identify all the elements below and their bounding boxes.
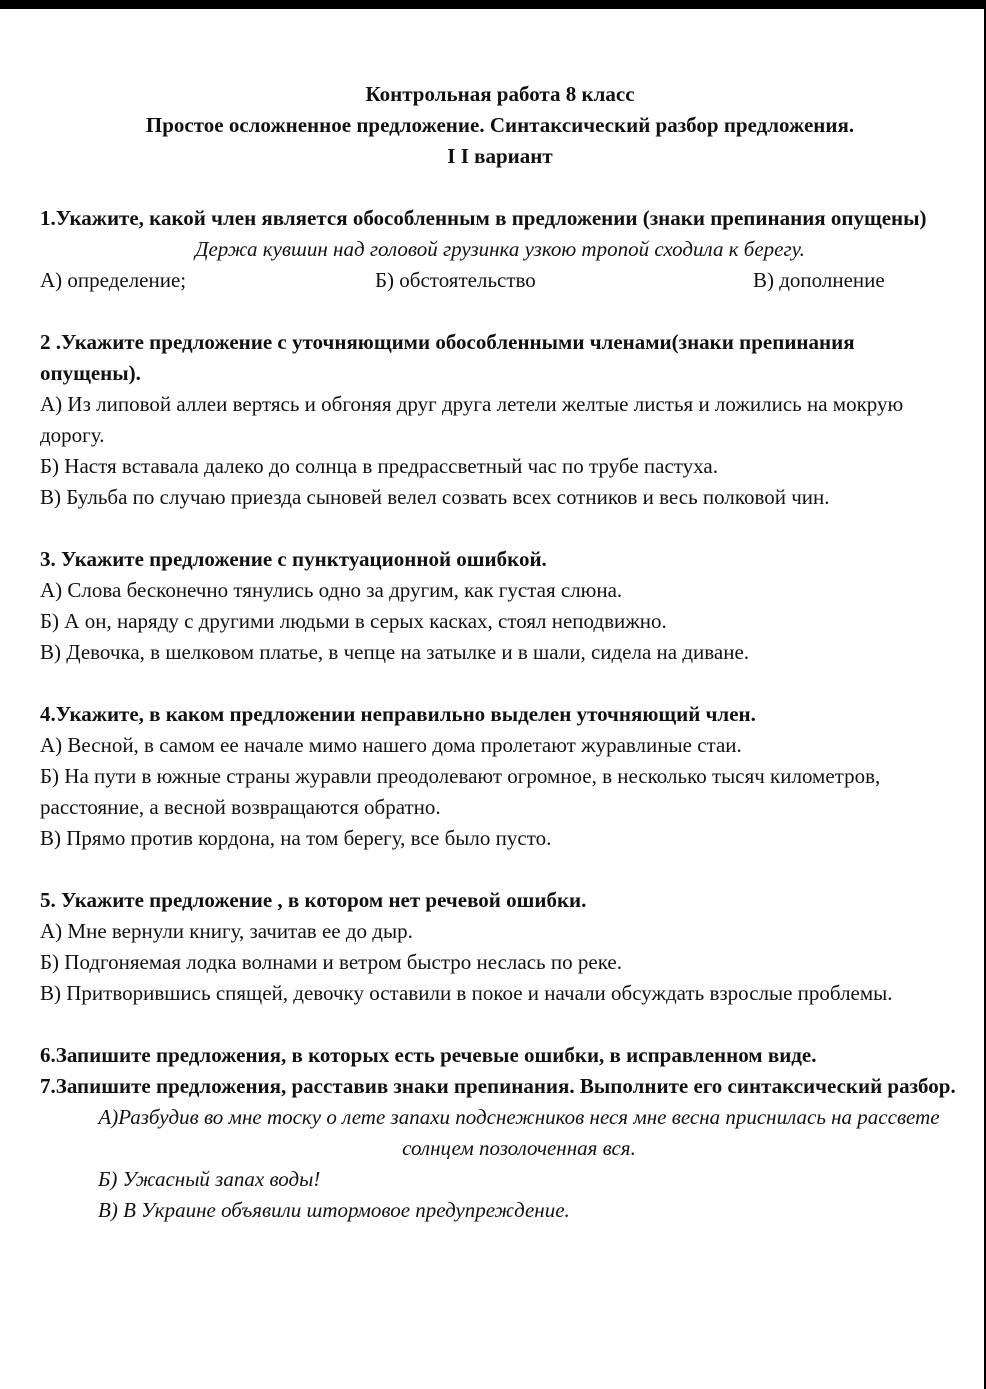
- question-text: 7.Запишите предложения, расставив знаки препинания. Выполните его синтаксический разбор.: [40, 1074, 956, 1098]
- question-text: 4.Укажите, в каком предложении неправильно выделен уточняющий член.: [40, 702, 756, 726]
- example-sentence: Держа кувшин над головой грузинка узкою тропой сходила к берегу.: [195, 237, 805, 261]
- option-b: Б) На пути в южные страны журавли преодолевают огромное, в несколько тысяч километров, расстояние, а весной возвращаются обратно.: [40, 764, 881, 819]
- question-3: [40, 544, 960, 668]
- question-text: 3. Укажите предложение с пунктуационной ошибкой.: [40, 547, 547, 571]
- question-1: [40, 203, 960, 296]
- question-2: [40, 327, 960, 513]
- question-text: 1.Укажите, какой член является обособленным в предложении (знаки препинания опущены): [40, 206, 927, 230]
- document-page: [40, 79, 960, 1226]
- option-b: Б) Ужасный запах воды!: [98, 1167, 321, 1191]
- doc-subtitle: Простое осложненное предложение. Синтаксический разбор предложения.: [145, 113, 855, 137]
- option-c: В) Девочка, в шелковом платье, в чепце на затылке и в шали, сидела на диване.: [40, 640, 750, 664]
- question-text: 5. Укажите предложение , в котором нет речевой ошибки.: [40, 888, 587, 912]
- header: [40, 79, 960, 172]
- question-6: [40, 1040, 960, 1071]
- option-a: А) Слова бесконечно тянулись одно за другим, как густая слюна.: [40, 578, 623, 602]
- question-4: [40, 699, 960, 854]
- option-a: А) Мне вернули книгу, зачитав ее до дыр.: [40, 919, 413, 943]
- top-border: [0, 0, 986, 9]
- option-c: В) Притворившись спящей, девочку оставили в покое и начали обсуждать взрослые проблемы.: [40, 981, 893, 1005]
- option-a: А) определение;: [40, 268, 187, 292]
- option-a: А)Разбудив во мне тоску о лете запахи подснежников неся мне весна приснилась на рассвете солнцем позолоченная вся.: [98, 1105, 940, 1160]
- question-text: 6.Запишите предложения, в которых есть речевые ошибки, в исправленном виде.: [40, 1043, 817, 1067]
- question-7: [40, 1071, 960, 1226]
- question-5: [40, 885, 960, 1009]
- variant-label: I I вариант: [447, 144, 553, 168]
- option-b: Б) А он, наряду с другими людьми в серых касках, стоял неподвижно.: [40, 609, 667, 633]
- option-a: А) Весной, в самом ее начале мимо нашего дома пролетают журавлиные стаи.: [40, 733, 742, 757]
- option-c: В) Бульба по случаю приезда сыновей велел созвать всех сотников и весь полковой чин.: [40, 485, 830, 509]
- option-b: Б) обстоятельство: [375, 268, 536, 292]
- question-text: 2 .Укажите предложение с уточняющими обособленными членами(знаки препинания опущены).: [40, 330, 855, 385]
- answer-options: [40, 265, 960, 296]
- option-b: Б) Настя вставала далеко до солнца в предрассветный час по трубе пастуха.: [40, 454, 718, 478]
- doc-title: Контрольная работа 8 класс: [365, 82, 635, 106]
- option-a: А) Из липовой аллеи вертясь и обгоняя друг друга летели желтые листья и ложились на мокрую дорогу.: [40, 392, 904, 447]
- option-c: В) дополнение: [753, 268, 885, 292]
- option-b: Б) Подгоняемая лодка волнами и ветром быстро неслась по реке.: [40, 950, 622, 974]
- option-c: В) Прямо против кордона, на том берегу, все было пусто.: [40, 826, 552, 850]
- option-c: В) В Украине объявили штормовое предупреждение.: [98, 1198, 570, 1222]
